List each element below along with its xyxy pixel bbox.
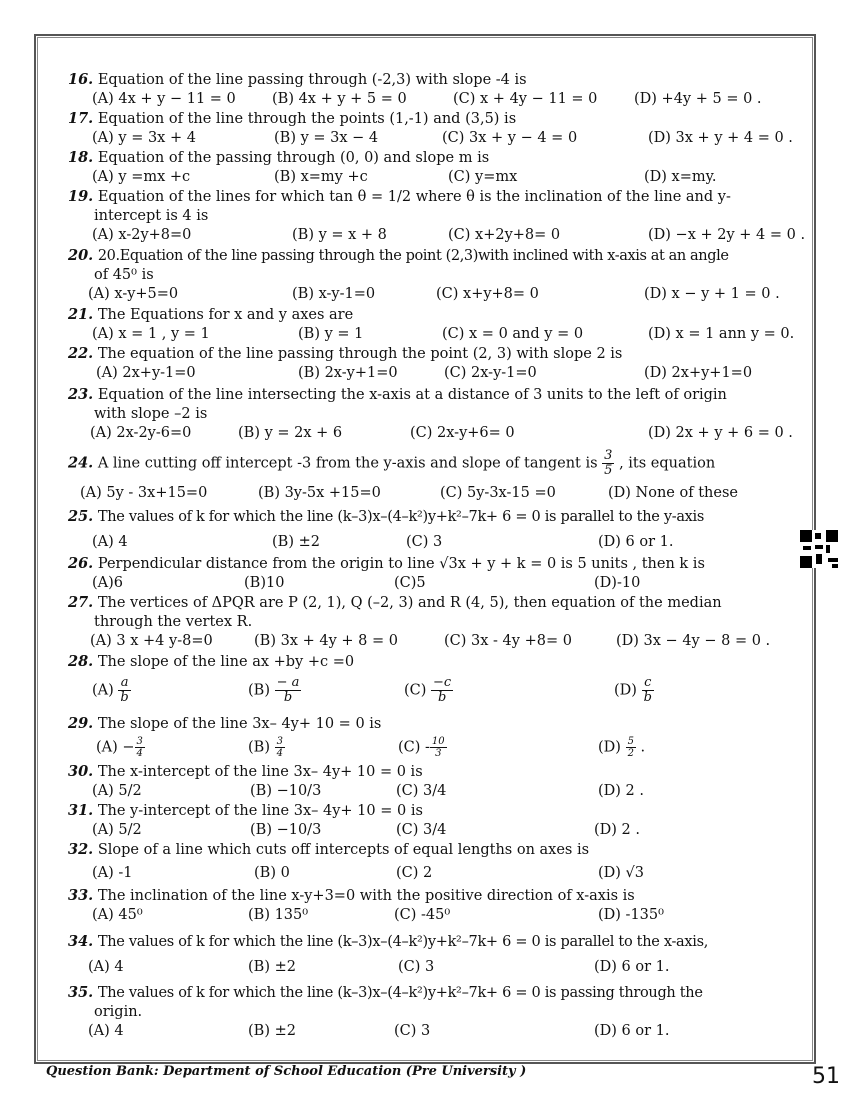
question-31 (68, 801, 828, 840)
options-row (68, 484, 828, 503)
question-34 (68, 932, 828, 977)
option-d: (D) 2x + y + 6 = 0 . (648, 425, 793, 441)
options-row (68, 864, 828, 883)
question-text: 16. Equation of the line passing through (-2,3) with slope -4 is (68, 71, 527, 88)
question-32 (68, 840, 828, 883)
question-text: 29. The slope of the line 3x– 4y+ 10 = 0 is (68, 715, 382, 732)
option-b: (B) ±2 (272, 534, 320, 550)
option-c: (C) 3 (394, 1023, 431, 1039)
options-row (68, 424, 828, 443)
options-row (68, 168, 828, 187)
option-c: (C) x + 4y − 11 = 0 (453, 91, 598, 107)
options-row (68, 1022, 828, 1041)
option-b: (B) x=my +c (274, 169, 368, 185)
option-d: (D) $\frac{5}{2}$ . (598, 736, 646, 759)
option-c: (C) 2x-y-1=0 (444, 365, 537, 381)
option-c: (C) -45⁰ (394, 907, 451, 923)
option-b: (B) 3x + 4y + 8 = 0 (254, 633, 398, 649)
option-a: (A)6 (92, 575, 124, 591)
question-text: 25. The values of k for which the line (k–3)x–(4–k²)y+k²–7k+ 6 = 0 is parallel to the y-axis (68, 508, 705, 525)
option-b: (B) y = 2x + 6 (238, 425, 343, 441)
option-d: (D)-10 (594, 575, 641, 591)
option-a: (A) $\frac{a}{b}$ (92, 675, 129, 705)
question-text-cont: origin. (94, 1004, 143, 1020)
fraction-3-5: $\frac{3}{5}$ (604, 448, 613, 478)
options-row (68, 364, 828, 383)
option-c: (C) - $\frac{10}{3}$ (398, 736, 445, 759)
question-text: 35. The values of k for which the line (k–3)x–(4–k²)y+k²–7k+ 6 = 0 is passing through the (68, 984, 703, 1001)
option-c: (C) 3x + y − 4 = 0 (442, 130, 578, 146)
option-a: (A) x-2y+8=0 (92, 227, 192, 243)
options-row (68, 325, 828, 344)
options-row (68, 782, 828, 801)
question-text: 23. Equation of the line intersecting the x-axis at a distance of 3 units to the left of origin (68, 386, 727, 403)
option-b: (B) y = x + 8 (292, 227, 387, 243)
option-d: (D) 2x+y+1=0 (644, 365, 753, 381)
option-c: (C) 2 (396, 865, 433, 881)
options-row (68, 821, 828, 840)
options-row (68, 533, 828, 552)
question-23 (68, 385, 828, 443)
option-b: (B) 0 (254, 865, 290, 881)
option-a: (A) 2x-2y-6=0 (90, 425, 192, 441)
question-text: 21. The Equations for x and y axes are (68, 306, 354, 323)
question-16 (68, 70, 828, 109)
option-b: (B) 135⁰ (248, 907, 309, 923)
option-d: (D) x = 1 ann y = 0. (648, 326, 795, 342)
options-row (68, 129, 828, 148)
question-19 (68, 187, 828, 245)
question-text: 17. Equation of the line through the points (1,-1) and (3,5) is (68, 110, 517, 127)
option-b: (B) −10/3 (250, 822, 322, 838)
question-text: 24. A line cutting off intercept -3 from the y-axis and slope of tangent is $\frac{3}{5}$ , its equation (68, 448, 716, 478)
option-c: (C) y=mx (448, 169, 518, 185)
question-text-cont: intercept is 4 is (94, 208, 209, 224)
option-b: (B) 2x-y+1=0 (298, 365, 398, 381)
question-17 (68, 109, 828, 148)
options-row (68, 226, 828, 245)
question-text: 19. Equation of the lines for which tan θ = 1/2 where θ is the inclination of the line and y- (68, 188, 731, 205)
option-b: (B) ±2 (248, 1023, 296, 1039)
question-27 (68, 593, 828, 651)
option-b: (B) −10/3 (250, 783, 322, 799)
option-b: (B) x-y-1=0 (292, 286, 376, 302)
option-d: (D) 6 or 1. (594, 959, 670, 975)
question-29 (68, 714, 828, 766)
option-c: (C) x+y+8= 0 (436, 286, 539, 302)
option-c: (C) 3/4 (396, 822, 447, 838)
option-a: (A) x-y+5=0 (88, 286, 179, 302)
option-c: (C) 5y-3x-15 =0 (440, 485, 556, 501)
question-22 (68, 344, 828, 383)
question-text: 31. The y-intercept of the line 3x– 4y+ 10 = 0 is (68, 802, 423, 819)
question-text: 30. The x-intercept of the line 3x– 4y+ 10 = 0 is (68, 763, 423, 780)
option-d: (D) √3 (598, 865, 645, 881)
footer-title: Question Bank: Department of School Education (Pre University ) (46, 1064, 527, 1079)
option-d: (D) x=my. (644, 169, 717, 185)
option-b: (B) $\frac{- a}{b}$ (248, 675, 300, 705)
question-20 (68, 246, 828, 304)
option-d: (D) x − y + 1 = 0 . (644, 286, 780, 302)
question-18 (68, 148, 828, 187)
options-row (68, 906, 828, 925)
question-text: 20. 20.Equation of the line passing through the point (2,3)with inclined with x-axis at an angle (68, 247, 729, 264)
options-row (68, 285, 828, 304)
option-a: (A) 4 (92, 534, 128, 550)
question-text: 27. The vertices of ΔPQR are P (2, 1), Q (–2, 3) and R (4, 5), then equation of the median (68, 594, 722, 611)
option-c: (C) $\frac{-c}{b}$ (404, 675, 452, 705)
option-a: (A) 5/2 (92, 822, 142, 838)
question-21 (68, 305, 828, 344)
option-b: (B) ±2 (248, 959, 296, 975)
option-a: (A) y = 3x + 4 (92, 130, 196, 146)
option-d: (D) $\frac{c}{b}$ (614, 675, 652, 705)
option-a: (A) 4 (88, 1023, 124, 1039)
option-a: (A) 4 (88, 959, 124, 975)
option-c: (C) 3x - 4y +8= 0 (444, 633, 572, 649)
options-row (68, 632, 828, 651)
option-a: (A) 5y - 3x+15=0 (80, 485, 208, 501)
options-row (68, 90, 828, 109)
question-35 (68, 983, 828, 1041)
option-a: (A) x = 1 , y = 1 (92, 326, 210, 342)
option-c: (C) 3 (406, 534, 443, 550)
question-26 (68, 554, 828, 593)
option-a: (A) 45⁰ (92, 907, 143, 923)
option-d: (D) 2 . (598, 783, 644, 799)
question-25 (68, 507, 828, 552)
option-b: (B) $\frac{3}{4}$ (248, 736, 283, 759)
options-row (68, 574, 828, 593)
question-text-cont: of 45⁰ is (94, 267, 154, 283)
option-a: (A) y =mx +c (92, 169, 191, 185)
option-c: (C)5 (394, 575, 426, 591)
question-text: 22. The equation of the line passing through the point (2, 3) with slope 2 is (68, 345, 623, 362)
option-d: (D) 2 . (594, 822, 640, 838)
option-d: (D) 6 or 1. (594, 1023, 670, 1039)
option-a: (A) 4x + y − 11 = 0 (92, 91, 236, 107)
option-c: (C) x+2y+8= 0 (448, 227, 561, 243)
option-c: (C) 3/4 (396, 783, 447, 799)
option-d: (D) 3x + y + 4 = 0 . (648, 130, 793, 146)
options-row (68, 958, 828, 977)
option-a: (A) 5/2 (92, 783, 142, 799)
question-text-cont: with slope –2 is (94, 406, 208, 422)
question-33 (68, 886, 828, 925)
question-text: 26. Perpendicular distance from the origin to line √3x + y + k = 0 is 5 units , then k is (68, 555, 705, 572)
question-text: 33. The inclination of the line x-y+3=0 with the positive direction of x-axis is (68, 887, 635, 904)
page-number: 51 (812, 1064, 840, 1089)
option-d: (D) None of these (608, 485, 738, 501)
question-text: 18. Equation of the passing through (0, 0) and slope m is (68, 149, 490, 166)
option-c: (C) 2x-y+6= 0 (410, 425, 515, 441)
question-text: 32. Slope of a line which cuts off intercepts of equal lengths on axes is (68, 841, 590, 858)
option-b: (B) 3y-5x +15=0 (258, 485, 381, 501)
option-d: (D) -135⁰ (598, 907, 664, 923)
option-a: (A) − $\frac{3}{4}$ (96, 736, 143, 759)
options-row (68, 676, 828, 712)
option-c: (C) x = 0 and y = 0 (442, 326, 584, 342)
question-30 (68, 762, 828, 801)
option-b: (B) y = 1 (298, 326, 364, 342)
question-24 (68, 449, 828, 503)
question-28 (68, 652, 828, 712)
option-b: (B) 4x + y + 5 = 0 (272, 91, 407, 107)
question-text-cont: through the vertex R. (94, 614, 253, 630)
option-d: (D) +4y + 5 = 0 . (634, 91, 762, 107)
option-a: (A) 2x+y-1=0 (96, 365, 196, 381)
option-d: (D) 6 or 1. (598, 534, 674, 550)
option-b: (B)10 (244, 575, 285, 591)
option-a: (A) 3 x +4 y-8=0 (90, 633, 213, 649)
option-d: (D) 3x − 4y − 8 = 0 . (616, 633, 771, 649)
option-d: (D) −x + 2y + 4 = 0 . (648, 227, 806, 243)
question-text: 28. The slope of the line ax +by +c =0 (68, 653, 355, 670)
question-text: 34. The values of k for which the line (k–3)x–(4–k²)y+k²–7k+ 6 = 0 is parallel to the x-axis, (68, 933, 709, 950)
option-a: (A) -1 (92, 865, 133, 881)
option-c: (C) 3 (398, 959, 435, 975)
option-b: (B) y = 3x − 4 (274, 130, 379, 146)
